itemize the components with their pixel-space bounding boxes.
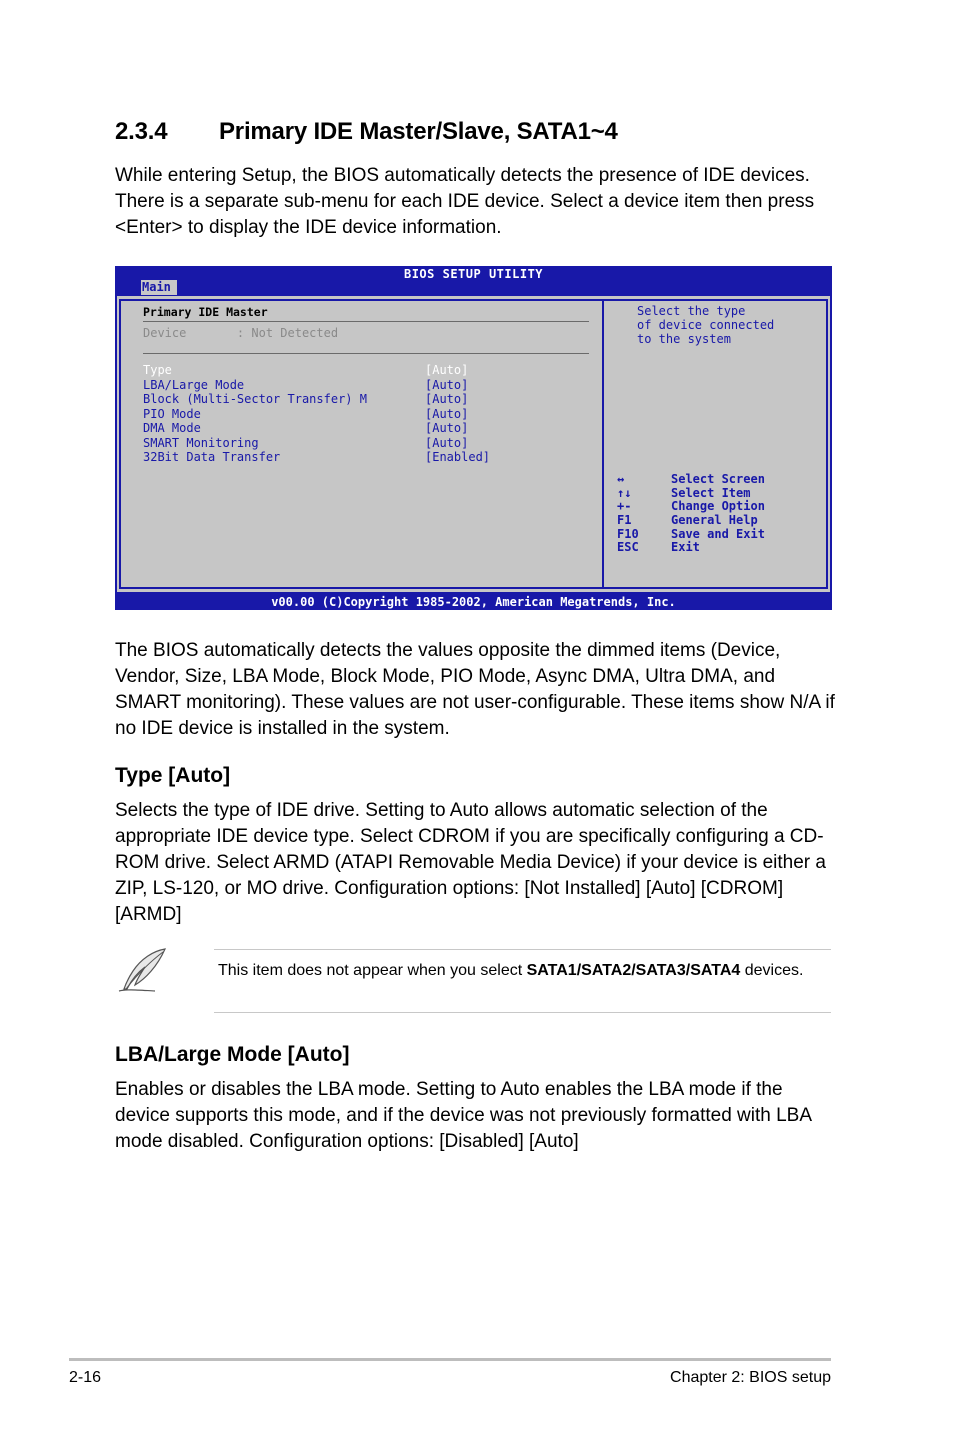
bios-screenshot <box>115 266 832 610</box>
bios-item-smart[interactable]: SMART Monitoring <box>143 435 259 450</box>
bios-panel-header: Primary IDE Master <box>143 305 268 319</box>
bios-item-dma[interactable]: DMA Mode <box>143 421 201 435</box>
type-heading: Type [Auto] <box>115 764 231 787</box>
bios-tab-main[interactable]: Main <box>141 280 177 295</box>
key-desc: General Help <box>671 513 758 528</box>
key-plus-minus: +- <box>617 499 632 514</box>
lba-heading: LBA/Large Mode [Auto] <box>115 1043 350 1066</box>
bios-item-dma-value[interactable]: [Auto] <box>425 421 469 435</box>
note-rule-bottom <box>214 1012 831 1013</box>
key-arrows-ud-icon: ↑↓ <box>617 485 632 500</box>
bios-panel <box>117 296 830 592</box>
intro-paragraph: While entering Setup, the BIOS automatically detects the presence of IDE devices. There is a separate sub-menu for each IDE device. Select a device item then press <Enter> to display the IDE device information. <box>115 165 815 238</box>
bios-separator <box>143 353 589 354</box>
bios-title: BIOS SETUP UTILITY <box>403 267 544 281</box>
bios-item-32bit-value[interactable]: [Enabled] <box>425 450 491 464</box>
bios-device-line: Device : Not Detected <box>143 326 339 340</box>
bios-item-type-value[interactable]: [Auto] <box>425 363 469 377</box>
key-desc: Save and Exit <box>671 526 765 541</box>
note-text <box>218 959 828 982</box>
key-desc: Change Option <box>671 499 765 514</box>
note-text-before: This item does not appear when you select <box>218 962 527 979</box>
bios-item-pio-value[interactable]: [Auto] <box>425 406 469 421</box>
section-heading <box>115 118 618 146</box>
bios-separator <box>143 321 589 322</box>
note-text-bold: SATA1/SATA2/SATA3/SATA4 <box>526 962 741 979</box>
note-text-after: devices. <box>740 962 804 979</box>
section-number: 2.3.4 <box>115 118 168 145</box>
bios-item-lba-value[interactable]: [Auto] <box>425 377 469 392</box>
bios-help-text: Select the type of device connected to the system <box>637 304 775 346</box>
key-desc: Select Screen <box>671 472 765 486</box>
bios-item-smart-value[interactable]: [Auto] <box>425 435 469 450</box>
footer-rule <box>69 1358 831 1361</box>
bios-item-block[interactable]: Block (Multi-Sector Transfer) M <box>143 392 367 406</box>
key-arrows-lr-icon: ↔ <box>617 472 625 486</box>
page-number: 2-16 <box>69 1369 102 1386</box>
bios-copyright: v00.00 (C)Copyright 1985-2002, American Megatrends, Inc. <box>271 595 676 609</box>
bios-item-lba[interactable]: LBA/Large Mode <box>143 377 245 392</box>
key-f10: F10 <box>617 526 639 541</box>
note-rule-top <box>214 949 831 950</box>
bios-note-paragraph: The BIOS automatically detects the values opposite the dimmed items (Device, Vendor, Size, LBA Mode, Block Mode, PIO Mode, Async DMA, Ultra DMA, and SMART monitoring). These values are not user-configurable. These items show N/A if no IDE device is installed in the system. <box>115 640 835 739</box>
bios-item-block-value[interactable]: [Auto] <box>425 392 469 406</box>
bios-item-32bit[interactable]: 32Bit Data Transfer <box>143 450 281 464</box>
key-f1: F1 <box>617 513 632 528</box>
feather-pen-icon <box>115 945 171 997</box>
key-esc: ESC <box>617 540 639 555</box>
bios-divider <box>602 299 604 589</box>
chapter-title: Chapter 2: BIOS setup <box>670 1369 831 1386</box>
bios-item-type[interactable]: Type <box>143 363 172 377</box>
type-paragraph: Selects the type of IDE drive. Setting to Auto allows automatic selection of the appropriate IDE device type. Select CDROM if you are specifically configuring a CD-ROM drive. Select ARMD (ATAPI Removable Media Device) if your device is either a ZIP, LS-120, or MO drive. Configuration options: [Not Installed] [Auto] [CDROM] [ARMD] <box>115 800 826 925</box>
section-title: Primary IDE Master/Slave, SATA1~4 <box>219 118 618 145</box>
key-desc: Select Item <box>671 485 751 500</box>
key-desc: Exit <box>671 540 700 555</box>
bios-item-pio[interactable]: PIO Mode <box>143 406 201 421</box>
lba-paragraph: Enables or disables the LBA mode. Setting to Auto enables the LBA mode if the device supports this mode, and if the device was not previously formatted with LBA mode disabled. Configuration options: [Disabled] [Auto] <box>115 1079 811 1152</box>
